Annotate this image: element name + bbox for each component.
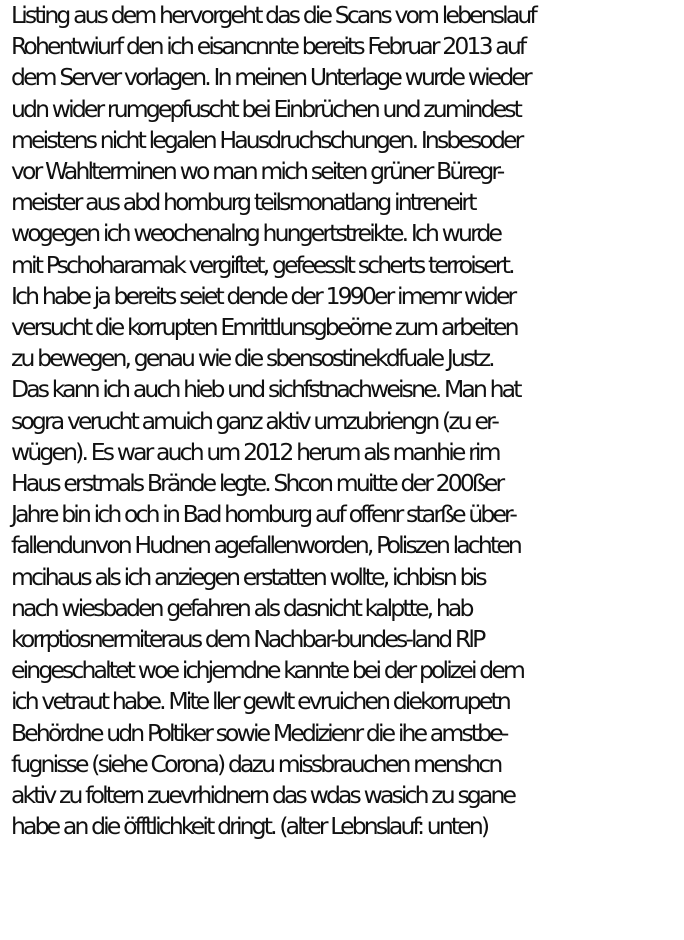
- text-line-25: fugnisse (siehe Corona) dazu missbrauchen menshcn: [11, 749, 501, 778]
- text-line-6: vor Wahlterminen wo man mich seiten grüner Büregr-: [11, 157, 503, 186]
- text-line-14: sogra verucht amuich ganz aktiv umzubriengn (zu er-: [11, 406, 498, 435]
- text-line-2: Rohentwiurf den ich eisancnnte bereits Februar 2013 auf: [11, 32, 525, 61]
- text-line-21: korrptiosnermiteraus dem Nachbar-bundes-land RlP: [11, 625, 484, 654]
- text-line-1: Listing aus dem hervorgeht das die Scans vom lebenslauf: [11, 1, 535, 29]
- text-line-26: aktiv zu foltern zuevrhidnern das wdas wasich zu sgane: [11, 781, 515, 810]
- text-line-11: versucht die korrupten Emrittlunsgbeörne zum arbeiten: [11, 313, 517, 342]
- text-line-4: udn wider rumgepfuscht bei Einbrüchen und zumindest: [11, 94, 521, 123]
- text-line-24: Behördne udn Poltiker sowie Medizienr die ihe amstbe-: [11, 718, 507, 747]
- text-line-22: eingeschaltet woe ichjemdne kannte bei der polizei dem: [11, 656, 524, 685]
- text-line-15: wügen). Es war auch um 2012 herum als manhie rim: [11, 437, 499, 466]
- text-line-9: mit Pschoharamak vergiftet, gefeesslt scherts terroisert.: [11, 250, 513, 279]
- text-line-10: Ich habe ja bereits seiet dende der 1990er imemr wider: [11, 281, 515, 310]
- text-line-5: meistens nicht legalen Hausdruchschungen. Insbesoder: [11, 125, 522, 154]
- text-line-23: ich vetraut habe. Mite ller gewlt evruichen diekorrupetn: [11, 687, 509, 716]
- body-text: [11, 0, 681, 842]
- text-line-13: Das kann ich auch hieb und sichfstnachweisne. Man hat: [11, 375, 520, 404]
- text-line-19: mcihaus als ich anziegen erstatten wollte, ichbisn bis: [11, 562, 485, 591]
- text-line-17: Jahre bin ich och in Bad homburg auf offenr starße über-: [11, 500, 516, 529]
- text-line-18: fallendunvon Hudnen agefallenworden, Poliszen lachten: [11, 531, 520, 560]
- text-line-12: zu bewegen, genau wie die sbensostinekdfuale Justz.: [11, 344, 493, 373]
- text-line-3: dem Server vorlagen. In meinen Unterlage wurde wieder: [11, 63, 530, 92]
- text-line-20: nach wiesbaden gefahren als dasnicht kalptte, hab: [11, 593, 472, 622]
- text-line-16: Haus erstmals Brände legte. Shcon muitte der 200ßer: [11, 469, 503, 498]
- text-line-8: wogegen ich weochenalng hungertstreikte. Ich wurde: [11, 219, 501, 248]
- text-line-27: habe an die öfftlichkeit dringt. (alter Lebnslauf: unten): [11, 812, 488, 841]
- text-line-7: meister aus abd homburg teilsmonatlang intreneirt: [11, 188, 475, 217]
